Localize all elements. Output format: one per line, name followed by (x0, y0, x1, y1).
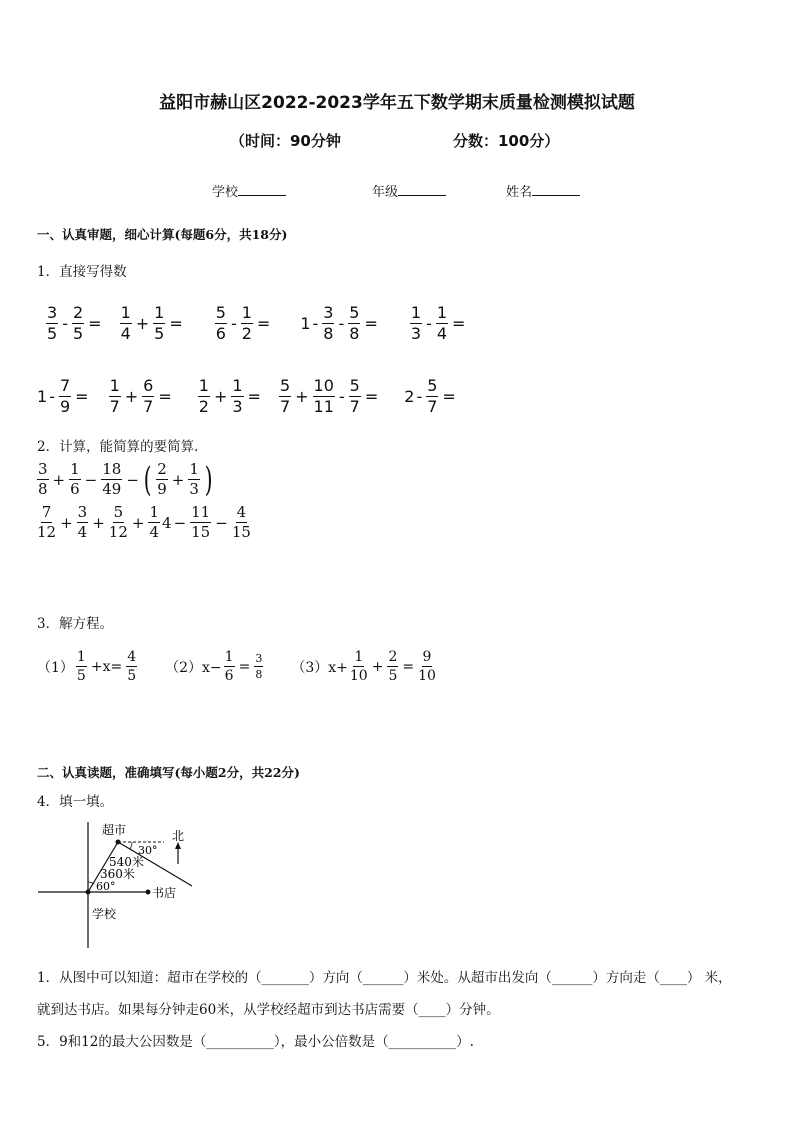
exam-score: 分数：100分） (453, 132, 560, 150)
supermarket-label: 超市 (102, 823, 127, 837)
bookstore-label: 书店 (152, 886, 177, 900)
q1-item-6: 1 - $\frac{7}{9}$ = (37, 376, 89, 416)
q3-equation-1: （1） $\frac{1}{5}$ +x= $\frac{4}{5}$ (37, 649, 137, 684)
q3-equation-2: （2）x− $\frac{1}{6}$ = $\frac{3}{8}$ (165, 649, 263, 684)
section-2-heading: 二、认真读题，准确填写(每小题2分，共22分) (37, 765, 300, 780)
bookstore-point (146, 890, 151, 895)
distance-360-label: 360米 (100, 867, 135, 881)
school-point (86, 890, 91, 895)
angle-30-label: 30° (138, 844, 158, 857)
q1-item-5: $\frac{1}{3}$ - $\frac{1}{4}$ = (410, 303, 466, 343)
school-label: 学校 (92, 907, 117, 921)
q1-item-9: $\frac{5}{7}$ + $\frac{10}{11}$ - $\frac{5}{7}$ = (279, 376, 379, 416)
north-label: 北 (172, 829, 185, 843)
q1-item-10: 2 - $\frac{5}{7}$ = (404, 376, 456, 416)
q3-equation-3: （3）x+ $\frac{1}{10}$ + $\frac{2}{5}$ = $\frac{9}{10}$ (291, 649, 436, 684)
grade-field[interactable] (372, 181, 446, 200)
question-3-title: 3．解方程。 (37, 616, 114, 632)
name-label: 姓名 (506, 185, 533, 200)
q1-item-2: $\frac{1}{4}$ + $\frac{1}{5}$ = (120, 303, 183, 343)
school-label: 学校 (212, 185, 239, 200)
question-1-title: 1．直接写得数 (37, 264, 127, 280)
q1-row1 (44, 305, 467, 342)
school-field[interactable] (212, 181, 286, 200)
question-5: 5．9和12的最大公因数是（__________），最小公倍数是（__________）. (37, 1034, 474, 1050)
grade-label: 年级 (372, 185, 399, 200)
q4-line-1: 1．从图中可以知道：超市在学校的（_______）方向（______）米处。从超市出发向（______）方向走（____） 米， (37, 970, 732, 986)
q1-item-1: $\frac{3}{5}$ - $\frac{2}{5}$ = (47, 303, 102, 343)
q1-item-3: $\frac{5}{6}$ - $\frac{1}{2}$ = (215, 303, 271, 343)
angle-arc-30 (130, 842, 132, 849)
q4-line-2: 就到达书店。如果每分钟走60米，从学校经超市到达书店需要（____）分钟。 (37, 1002, 500, 1018)
angle-60-label: 60° (96, 880, 116, 893)
q1-row2 (37, 378, 458, 415)
distance-540-label: 540米 (109, 855, 144, 869)
page-title: 益阳市赫山区2022-2023学年五下数学期末质量检测模拟试题 (159, 93, 635, 113)
north-arrow-head (175, 842, 181, 849)
q1-item-7: $\frac{1}{7}$ + $\frac{6}{7}$ = (109, 376, 172, 416)
question-4-title: 4．填一填。 (37, 794, 114, 810)
map-diagram (34, 818, 204, 952)
q2-expression-2: $\frac{7}{12}$ + $\frac{3}{4}$ + $\frac{5}{12}$ + $\frac{1}{4}$ 4 − $\frac{11}{15}$ − $\frac{4}{15}$ (37, 503, 251, 541)
q2-expression-1: $\frac{3}{8}$ + $\frac{1}{6}$ − $\frac{18}{49}$ − ( $\frac{2}{9}$ + $\frac{1}{3}$ ) (38, 459, 213, 500)
q1-item-4: 1 - $\frac{3}{8}$ - $\frac{5}{8}$ = (300, 303, 378, 343)
supermarket-point (116, 840, 121, 845)
exam-time: （时间：90分钟 (230, 132, 341, 150)
question-2-title: 2．计算，能简算的要简算. (37, 439, 199, 455)
name-field[interactable] (506, 181, 580, 200)
angle-arc-60 (88, 882, 94, 884)
q3-equations (37, 650, 438, 683)
q1-item-8: $\frac{1}{2}$ + $\frac{1}{3}$ = (198, 376, 261, 416)
section-1-heading: 一、认真审题，细心计算(每题6分，共18分) (37, 227, 288, 242)
